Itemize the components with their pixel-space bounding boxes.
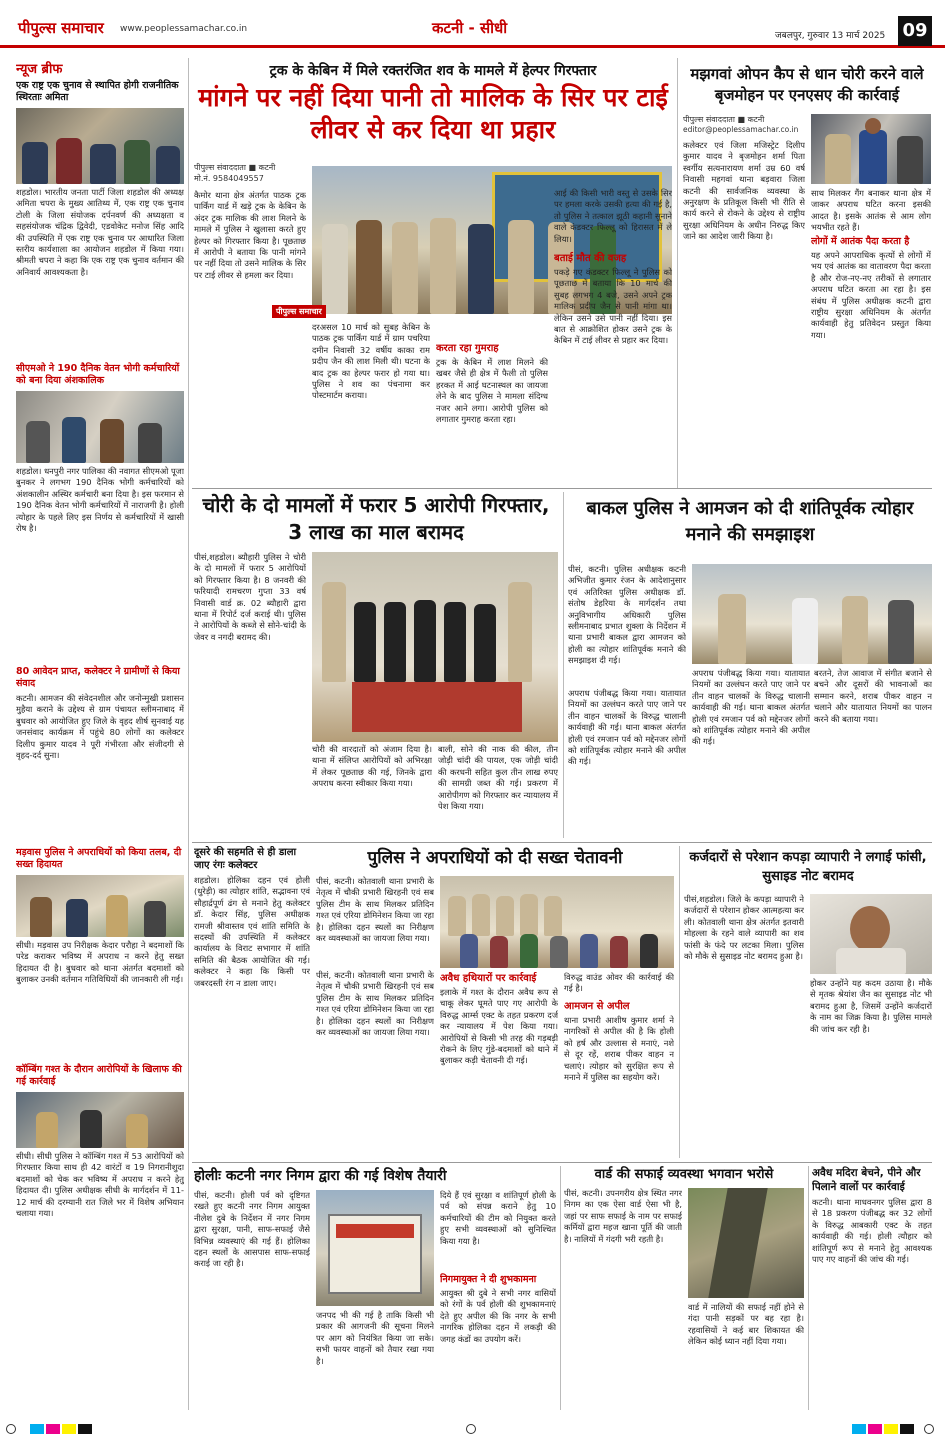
debt-body-1: पीसं,शहडोल। जिले के कपड़ा व्यापारी ने कर्जदारों से परेशान होकर आत्महत्या कर ली। कोतवाली थाना क्षेत्र अंतर्गत इतवारी मोहल्ला के रहने वाले व्यापारी का शव फांसी के फंदे पर लटका मिला। पुलिस को मौके से सुसाइड नोट बरामद हुआ है।: [684, 894, 804, 962]
debt-col-2: [810, 978, 932, 1158]
bakal-body-2: अपराध पंजीबद्ध किया गया। यातायात नियमों का उल्लंघन करते पाए जाने पर तीन वाहन चालकों के विरुद्ध चालानी कार्यवाही की गई। थाना बाकल अंतर्गत होली एवं रमजान पर्व को मद्देनजर लोगों को शांतिपूर्वक त्योहार मनाने की अपील की गई।: [568, 688, 686, 767]
lead-phone: मो.नं. 9584049557: [194, 174, 264, 183]
holi-body-4: आयुक्त श्री दुबे ने सभी नगर वासियों को रंगों के पर्व होली की शुभकामनाएं देते हुए अपील की कि नगर के सभी नागरिक होलिका दहन में लकड़ी की जगह कंडों का उपयोग करें।: [440, 1288, 556, 1344]
brief4-body: सीधी। मड़वास उप निरीक्षक केदार परौहा ने बदमाशों कि परेड कराकर भविष्य में अपराध न करने हेतु सख्त हिदायत दी है। बुधवार को थाना अंतर्गत बदमाशों को बुलाकर उनकी वर्तमान गतिविधियों की जानकारी ली गई।: [16, 940, 184, 985]
holika-headline: दूसरे की सहमति से ही डाला जाए रंगः कलेक्टर: [194, 847, 297, 871]
ward-headline: वार्ड की सफाई व्यवस्था भगवान भरोसे: [594, 1167, 774, 1182]
color-swatch-yellow: [884, 1424, 898, 1434]
bakal-col-1: [568, 564, 686, 684]
color-swatch-cyan: [30, 1424, 44, 1434]
theft-photo: [312, 552, 558, 742]
lead-kicker: ट्रक के केबिन में मिले रक्तरंजित शव के मामले में हेल्पर गिरफ्तार: [269, 63, 597, 79]
nsa-body-3: यह अपने आपराधिक कृत्यों से लोगों में भय एवं आतंक का वातावरण पैदा करता है और रोज-नए-नए तरीकों से लगातार अपराध घटित करता आ रहा है। इस संबंध में पुलिस अधीक्षक कटनी द्वारा राष्ट्रीय सुरक्षा अधिनियम के अंतर्गत कार्यवाही हेतु प्रतिवेदन प्रस्तुत किया गया।: [811, 250, 931, 340]
brief1-body: शहडोल। भारतीय जनता पार्टी जिला शहडोल की अध्यक्ष अमिता चपरा के मुख्य आतिथ्य में, एक राष्ट्र एक चुनाव टोली के जिला संयोजक दर्पनवर्ण की अध्यक्षता व सहसंयोजक चंद्रिक द्विवेदी, एडवोकेट मनोज सिंह आदि की उपस्थिति में एक राष्ट्र एक चुनाव पर आधारित जिला स्तरीय कार्यशाला का आयोजन शहडोल में किया गया। श्रीमती चपरा ने कहा कि एक राष्ट्र एक चुनाव वर्तमान की अनिवार्य आवश्यकता है।: [16, 187, 184, 277]
color-swatch-yellow: [62, 1424, 76, 1434]
brief1-photo: [16, 108, 184, 184]
section-divider: [192, 488, 932, 489]
color-swatch-magenta: [46, 1424, 60, 1434]
lead-subhead-1: करता रहा गुमराह: [436, 343, 499, 354]
warning-body-1: पीसं, कटनी। कोतवाली थाना प्रभारी के नेतृत्व में चौकी प्रभारी खिरहनी एवं सब पुलिस टीम के साथ मिलकर प्रतिदिन गश्त एवं एरिया डोमिनेशन किया जा रहा है। होलिका दहन स्थलों का निरीक्षण कर व्यवस्थाओं का जायजा लिया गया।: [316, 876, 434, 944]
nsa-email[interactable]: editor@peoplessamachar.co.in: [683, 125, 799, 134]
section-divider: [192, 842, 932, 843]
warning-headline: पुलिस ने अपराधियों को दी सख्त चेतावनी: [367, 848, 623, 868]
bakal-body-3: बरतने, तेज आवाज में संगीत बजाने से बचने और दूसरों की भावनाओं का सम्मान करने, शराब पीकर वाहन न चलाने और यातायात नियमों का पालन करने की बताया गया।: [814, 668, 932, 724]
brief5-body: सीधी। सीधी पुलिस ने कॉम्बिंग गश्त में 53 आरोपियों को गिरफ्तार किया साथ ही 42 वारंटों व 19 निगरानीशुदा बदमाशों को चेक कर भविष्य में अपराध न करने हेतु हिदायत दी। पुलिस अधीक्षक सीधी के मार्गदर्शन में 11-12 मार्च की दरम्यानी रात जिले भर में विशेष अभियान चलाया गया।: [16, 1151, 184, 1219]
ward-body-1: पीसं, कटनी। उपनगरीय क्षेत्र स्थित नगर निगम का एक ऐसा वार्ड ऐसा भी है, जहां पर साफ सफाई के नाम पर सफाई कर्मियों द्वारा महज खाना पूर्ति की जाती है। नालियों में गंदगी भरी रहती है।: [564, 1188, 682, 1244]
column-divider: [679, 846, 680, 1158]
warning-body-4: थाना प्रभारी आशीष कुमार शर्मा ने नागरिकों से अपील की है कि होली को हर्ष और उल्लास से मनाएं, नशे से दूर रहें, शराब पीकर वाहन न चलाएं। त्योहार को सुरक्षित रूप से मनाने में पुलिस का सहयोग करें।: [564, 1015, 674, 1083]
masthead: [0, 0, 945, 48]
registration-mark: [924, 1424, 934, 1434]
section-title: कटनी - सीधी: [432, 19, 508, 37]
brief5-photo: [16, 1092, 184, 1148]
news-brief-column: [16, 58, 184, 1410]
nsa-col-2: [811, 188, 931, 486]
ward-photo: [688, 1188, 804, 1298]
theft-body-3: बाली, सोने की नाक की कील, तीन जोड़ी चांदी की पायल, एक जोड़ी चांदी की करधनी सहित कुल तीन लाख रुपए की सामग्री जब्त की गई। प्रकरण में आरोपीगण को गिरफ्तार कर न्यायालय में पेश किया गया।: [438, 744, 558, 812]
lead-subhead-2: बताई मौत की वजह: [554, 253, 627, 264]
bakal-headline: बाकल पुलिस ने आमजन को दी शांतिपूर्वक त्योहार मनाने की समझाइश: [586, 498, 914, 545]
color-swatch-magenta: [868, 1424, 882, 1434]
warning-body-1b: पीसं, कटनी। कोतवाली थाना प्रभारी के नेतृत्व में चौकी प्रभारी खिरहनी एवं सब पुलिस टीम के साथ मिलकर प्रतिदिन गश्त एवं एरिया डोमिनेशन किया जा रहा है। होलिका दहन स्थलों का निरीक्षण कर व्यवस्थाओं का जायजा लिया गया।: [316, 970, 434, 1038]
holi-body-2: जनपद भी की गई है ताकि किसी भी प्रकार की आगजनी की सूचना मिलने पर आग को नियंत्रित किया जा सके। सभी फायर वाहनों को तैयार रखा गया है।: [316, 1310, 434, 1366]
warning-photo: [440, 876, 674, 968]
column-divider: [188, 58, 189, 1410]
nsa-body-1: कलेक्टर एवं जिला मजिस्ट्रेट दिलीप कुमार यादव ने बृजमोहन शर्मा पिता स्वर्गीय सत्यनारायण शर्मा उम्र 60 वर्ष निवासी महगवां थाना बड़वारा जिला कटनी की सार्वजनिक व्यवस्था के अनुरक्षण के प्रतिकूल किसी भी रीति से कार्य करने से रोकने के उद्देश्य से राष्ट्रीय सुरक्षा अधिनियम के अधीन निरुद्ध किए जाने का आदेश जारी किया है।: [683, 140, 805, 242]
lead-headline: मांगने पर नहीं दिया पानी तो मालिक के सिर पर टाई लीवर से कर दिया था प्रहार: [198, 83, 668, 144]
newspaper-brand: पीपुल्स समाचार: [18, 19, 104, 37]
lead-col-3: [436, 322, 548, 482]
brief4-photo: [16, 875, 184, 937]
color-swatch-black: [78, 1424, 92, 1434]
lead-col-4: [554, 188, 672, 482]
website-url[interactable]: www.peoplessamachar.co.in: [120, 24, 248, 34]
debt-headline: कर्जदारों से परेशान कपड़ा व्यापारी ने लगाई फांसी, सुसाइड नोट बरामद: [689, 850, 927, 884]
debt-body-2: होकर उन्होंने यह कदम उठाया है। मौके से मृतक श्रेयांश जैन का सुसाइड नोट भी बरामद हुआ है, जिसमें उन्होंने कर्जदारों के नाम का जिक्र किया है। पुलिस मामले की जांच कर रही है।: [810, 978, 932, 1034]
nsa-body-2: साथ मिलकर गैंग बनाकर थाना क्षेत्र में जाकर अपराध घटित करना इसकी आदत है। इसके आतंक से आम लोग भयभीत रहते हैं।: [811, 188, 931, 232]
warning-col-3: [564, 972, 674, 1158]
theft-body-2: चोरी की वारदातों को अंजाम दिया है। थाना में संलिप्त आरोपियों को अभिरक्षा में लेकर पूछताछ की गई, जिनके द्वारा अपराध करना स्वीकार किया गया।: [312, 744, 432, 789]
brief3-headline: 80 आवेदन प्राप्त, कलेक्टर ने ग्रामीणों से किया संवाद: [16, 666, 180, 689]
holi-col-2: [316, 1310, 434, 1410]
warning-body-3: विरुद्ध वाउंड ओवर की कार्रवाई की गई है।: [564, 972, 674, 994]
lead-col-2: [312, 322, 430, 482]
holi-col-3: [440, 1190, 556, 1410]
bakal-col-2: [568, 688, 686, 838]
page-number: 09: [898, 16, 932, 46]
registration-mark: [6, 1424, 16, 1434]
brief2-headline: सीएमओ ने 190 दैनिक वेतन भोगी कर्मचारियों को बना दिया अंशकालिक: [16, 363, 180, 386]
bakal-col-3: [692, 668, 810, 838]
warning-col-1: [316, 876, 434, 966]
nsa-subhead: लोगों में आतंक पैदा करता है: [811, 236, 910, 247]
brief2-body: शहडोल। धनपुरी नगर पालिका की नवागत सीएमओ पूजा बुनकर ने लगभग 190 दैनिक भोगी कर्मचारियों को अंशकालीन अस्थिर कर्मचारी बना दिया है। इस फरमान से 190 दैनिक वेतन भोगी कर्मचारियों में नाराजगी है। होली त्योहार के पहले लिए इस निर्णय से कर्मचारियों में खासी रोष है।: [16, 466, 184, 534]
brief4-headline: मड़वास पुलिस ने अपराधियों को किया तलब, दी सख्त हिदायत: [16, 847, 182, 870]
theft-col-1: [194, 552, 306, 838]
debt-col-1: [684, 894, 804, 1158]
bakal-body-1: पीसं, कटनी। पुलिस अधीक्षक कटनी अभिजीत कुमार रंजन के आदेशानुसार एवं अतिरिक्त पुलिस अधीक्षक डॉ. संतोष डेहरिया के मार्गदर्शन तथा अनुविभागीय अधिकारी पुलिस स्लीमनाबाद प्रभात शुक्ला के निर्देशन में थाना प्रभारी बाकल द्वारा आमजन को होली का त्योहार शांतिपूर्वक मनाने की समझाइश दी गई।: [568, 564, 686, 666]
holi-body-3: दिये हैं एवं सुरक्षा व शांतिपूर्ण होली के पर्व को संपन्न कराने हेतु 10 कर्मचारियों की टीम को नियुक्त करते हुए सभी व्यवस्थाओं को सुनिश्चित किया गया है।: [440, 1190, 556, 1246]
holi-subhead: निगमायुक्त ने दी शुभकामना: [440, 1274, 537, 1285]
lead-photo-caption: पीपुल्स समाचार: [272, 305, 326, 318]
color-swatch-black: [900, 1424, 914, 1434]
theft-body-1: पीसं,शहडोल। ब्यौहारी पुलिस ने चोरी के दो मामलों में फरार 5 आरोपियों को गिरफ्तार किया है। 8 जनवरी की फरियादी रामचरण गुप्ता 33 वर्ष निवासी वार्ड क्र. 02 ब्यौहारी द्वारा थाना में रिपोर्ट दर्ज कराई थी। पुलिस ने आरोपियों के कब्जे से सोने-चांदी के जेवर व नगदी बरामद की।: [194, 552, 306, 642]
column-divider: [563, 492, 564, 838]
bakal-photo: [692, 564, 932, 664]
warning-col-1b: [316, 970, 434, 1158]
nsa-photo: [811, 114, 931, 184]
bakal-body-2b: अपराध पंजीबद्ध किया गया। यातायात नियमों का उल्लंघन करते पाए जाने पर तीन वाहन चालकों के विरुद्ध चालानी कार्यवाही की गई। थाना बाकल अंतर्गत होली एवं रमजान पर्व को मद्देनजर लोगों को शांतिपूर्वक त्योहार मनाने की अपील की गई।: [692, 668, 810, 747]
warning-body-2: इलाके में गश्त के दौरान अवैध रूप से चाकू लेकर घूमते पाए गए आरोपी के विरुद्ध आर्म्स एक्ट के तहत प्रकरण दर्ज कर न्यायालय में पेश किया गया। आरोपियों से किसी भी तरह की गड़बड़ी रोकने के लिए गुंडे-बदमाशों को थाने में बुलाकर कड़ी चेतावनी दी गई।: [440, 987, 558, 1066]
nsa-byline: पीपुल्स संवाददाता ■ कटनी: [683, 115, 765, 124]
dateline: जबलपुर, गुरुवार 13 मार्च 2025: [775, 31, 886, 41]
color-swatch-cyan: [852, 1424, 866, 1434]
column-divider: [560, 1166, 561, 1410]
ward-col-1: [564, 1188, 682, 1410]
warning-subhead-2: आमजन से अपील: [564, 1001, 630, 1012]
holi-headline: होलीः कटनी नगर निगम द्वारा की गई विशेष तैयारी: [194, 1168, 447, 1184]
column-divider: [808, 1166, 809, 1410]
nsa-col-1: [683, 114, 805, 486]
nsa-headline: मझगवां ओपन कैप से धान चोरी करने वाले बृजमोहन पर एनएसए की कार्रवाई: [690, 65, 924, 104]
liquor-headline: अवैध मदिरा बेचने, पीने और पिलाने वालों पर कार्रवाई: [812, 1167, 921, 1193]
debt-photo: [810, 894, 932, 974]
registration-mark: [466, 1424, 476, 1434]
section-divider: [192, 1162, 932, 1163]
brief3-body: कटनी। आमजन की संवेदनशील और जनोन्मुखी प्रशासन मुहैया कराने के उद्देश्य से ग्राम पंचायत स्लीमनाबाद में बुधवार को आयोजित हुए जिले के वृहद शीर्ष सुनवाई यह जनसंवाद कार्यक्रम में पहुंचे 80 लोगों का कलेक्टर दिलीप कुमार यादव ने पूरी गंभीरता और संजीदगी से वृहद-दर्द सुना।: [16, 693, 184, 761]
lead-body-5: पकड़े गए कंडक्टर फिल्लू ने पुलिस को पूछताछ में बताया कि 10 मार्च की सुबह लगभग 4 बजे, उसने अपने ट्रक मालिक प्रदीप जैन से पानी मांगा था। लेकिन उसने उसे पानी नहीं दिया। इस बात से आक्रोशित होकर उसने ट्रक के केबिन में टाई लीवर से प्रहार कर दिया।: [554, 267, 672, 346]
holi-photo: [316, 1190, 434, 1306]
lead-body-4: आई की किसी भारी वस्तु से उसके सिर पर हमला करके उसकी हत्या की गई है, तो पुलिस ने तत्काल झूठी कहानी सुनाने वाले कंडक्टर फिल्लू को हिरासत में ले लिया।: [554, 188, 672, 244]
theft-col-3: [438, 744, 558, 838]
liquor-body: कटनी। थाना माधवनगर पुलिस द्वारा 8 से 18 प्रकरण पंजीबद्ध कर 32 लोगों के विरुद्ध आबकारी एक्ट के तहत कार्यवाही की गई। होली त्यौहार को शांतिपूर्ण रूप से मनाने हेतु आवश्यक पाए गए वाहनों की जांच की गई।: [812, 1197, 932, 1265]
ward-col-2: [688, 1302, 804, 1410]
holi-col-1: [194, 1190, 310, 1410]
lead-col-1: [194, 162, 306, 482]
warning-subhead-1: अवैध हथियारों पर कार्रवाई: [440, 973, 537, 984]
theft-col-2: [312, 744, 432, 838]
brief1-headline: एक राष्ट्र एक चुनाव से स्थापित होगी राजनीतिक स्थिरताः अमिता: [16, 80, 179, 103]
bakal-col-4: [814, 668, 932, 838]
brief5-headline: कॉम्बिंग गश्त के दौरान आरोपियों के खिलाफ की गई कार्रवाई: [16, 1064, 182, 1087]
liquor-story: [812, 1166, 932, 1410]
holi-body-1: पीसं, कटनी। होली पर्व को दृष्टिगत रखते हुए कटनी नगर निगम आयुक्त नीलेश दुबे के निर्देशन में नगर निगम द्वारा सुरक्षा, पानी, साफ-सफाई जैसे विभिन्न व्यवस्थाएं की गई हैं। होलिका दहन स्थलों के आसपास साफ-सफाई कराई जा रही है।: [194, 1190, 310, 1269]
lead-body-2: दरअसल 10 मार्च को सुबह केबिन के पाठक ट्रक पार्किंग यार्ड में ग्राम पचरिया दमीन निवासी 32 वर्षीय काका राम प्रदीप जैन की लाश मिली थी। घटना के बाद ट्रक का हेल्पर फरार हो गया था। पुलिस ने शव का पंचनामा कर पोस्टमार्टम कराया।: [312, 322, 430, 401]
column-divider: [677, 58, 678, 488]
brief2-photo: [16, 391, 184, 463]
news-brief-label: न्यूज ब्रीफ: [16, 62, 63, 77]
theft-headline: चोरी के दो मामलों में फरार 5 आरोपी गिरफ्तार, 3 लाख का माल बरामद: [202, 493, 550, 544]
holika-body: शहडोल। होलिका दहन एवं होली (धुरेड़ी) का त्योहार शांति, सद्भावना एवं सौहार्द्रपूर्ण ढंग से मनाने हेतु कलेक्टर डॉ. केदार सिंह, पुलिस अधीक्षक रामजी श्रीवास्तव एवं शांति समिति के सदस्यों की उपस्थिति में कलेक्टर कार्यालय के विराट सभागार में शांति समिति की बैठक आयोजित की गई। कलेक्टर ने कहा कि किसी पर जबरदस्ती रंग न डाला जाए।: [194, 875, 310, 988]
ward-body-2: वार्ड में नालियों की सफाई नहीं होने से गंदा पानी सड़कों पर बह रहा है। रहवासियों ने कई बार शिकायत की लेकिन कोई ध्यान नहीं दिया गया।: [688, 1302, 804, 1347]
holika-story: [194, 846, 310, 1158]
lead-body-1: कैमोर थाना क्षेत्र अंतर्गत पाठक ट्रक पार्किंग यार्ड में खड़े ट्रक के केबिन के अंदर ट्रक मालिक की लाश मिलने के मामले में पुलिस ने खुलासा करते हुए हेल्पर को गिरफ्तार किया है। पूछताछ में आरोपी ने बताया कि पानी मांगने पर नहीं दिया तो उसने मालिक के सिर पर टाई लीवर से हमला कर दिया।: [194, 190, 306, 280]
lead-byline: पीपुल्स संवाददाता ■ कटनी: [194, 163, 276, 172]
warning-col-2: [440, 972, 558, 1158]
lead-body-3: ट्रक के केबिन में लाश मिलने की खबर जैसे ही क्षेत्र में फैली तो पुलिस हरकत में आई घटनास्थल का जायजा लेने के बाद पुलिस ने मामला संदिग्ध नजर आने लगा। आरोपी पुलिस को लगातार गुमराह करता रहा।: [436, 357, 548, 425]
